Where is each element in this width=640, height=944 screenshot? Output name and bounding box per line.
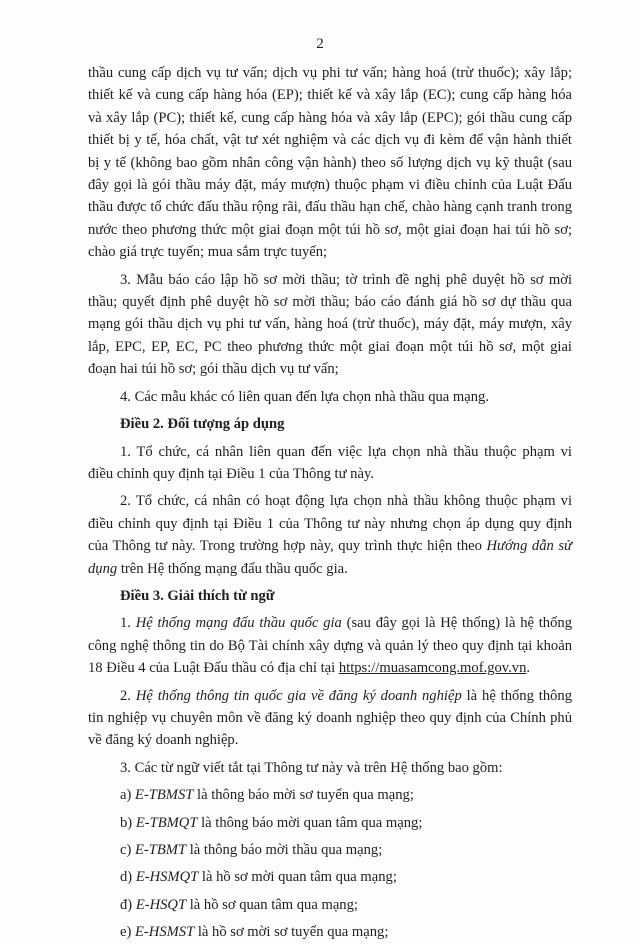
list-item [88, 921, 572, 943]
page-number: 2 [316, 36, 324, 52]
text-line: nước theo phương thức một giai đoạn một túi hồ sơ, một giai đoạn hai túi hồ sơ; [88, 221, 572, 238]
article-3-heading: Điều 3. Giải thích từ ngữ [120, 587, 275, 604]
definition: là thông báo mời quan tâm qua mạng; [197, 814, 423, 831]
document-body [88, 62, 572, 944]
item-prefix: c) [120, 842, 135, 858]
text-line: chào giá trực tuyến; mua sắm trực tuyến; [88, 244, 328, 261]
text-line: tin nghiệp vụ chuyên môn về đăng ký doanh nghiệp theo quy định của Chính phủ [88, 709, 572, 726]
text-line: bị y tế (không bao gồm nhân công vận hành) theo số lượng dịch vụ kỹ thuật (sau [88, 154, 572, 171]
text-line: đoạn hai túi hồ sơ; gói thầu dịch vụ tư vấn; [88, 361, 339, 378]
text-line: thầu cung cấp dịch vụ tư vấn; dịch vụ phi tư vấn; hàng hoá (trừ thuốc); xây lắp; [88, 65, 572, 81]
article-2-para-2 [88, 490, 572, 580]
text-line [88, 558, 572, 580]
article-3-para-3: 3. Các từ ngữ viết tắt tại Thông tư này và trên Hệ thống bao gồm: [120, 759, 503, 776]
definition: là hồ sơ mời quan tâm qua mạng; [198, 869, 397, 886]
item-prefix: d) [120, 869, 136, 886]
text-line: thầu được tổ chức đấu thầu rộng rãi, đấu thầu hạn chế, chào hàng cạnh tranh trong [88, 199, 572, 216]
item-4-paragraph: 4. Các mẫu khác có liên quan đến lựa chọn nhà thầu qua mạng. [120, 388, 489, 405]
text-span: trên Hệ thống mạng đấu thầu quốc gia. [117, 560, 348, 577]
abbreviation: E-HSMST [135, 924, 195, 941]
text-line: lắp, EPC, EP, EC, PC theo phương thức một giai đoạn một túi hồ sơ, một giai [88, 338, 572, 355]
definition: là hồ sơ quan tâm qua mạng; [186, 896, 358, 913]
text-line: 18 Điều 4 của Luật Đấu thầu có địa chỉ tại https://muasamcong.mof.gov.vn. [88, 660, 531, 677]
abbreviation: E-TBMST [135, 787, 194, 804]
item-prefix: b) [120, 814, 136, 831]
list-item [88, 839, 572, 861]
item-prefix: đ) [120, 896, 136, 913]
abbreviation: E-HSMQT [135, 869, 199, 886]
text-line: điều chỉnh quy định tại Điều 1 của Thông tư này nhưng chọn áp dụng quy định [88, 515, 572, 532]
abbreviation: E-TBMQT [135, 814, 198, 831]
list-item [88, 812, 572, 834]
text-line: điều chỉnh quy định tại Điều 1 của Thông tư này. [88, 465, 374, 482]
abbreviation: E-TBMT [135, 842, 187, 858]
text-line: 2. Tổ chức, cá nhân có hoạt động lựa chọn nhà thầu không thuộc phạm vi [120, 493, 572, 510]
abbreviation: E-HSQT [135, 896, 187, 913]
list-item [88, 866, 572, 888]
text-line: công nghệ thông tin do Bộ Tài chính xây dựng và quản lý theo quy định tại khoản [88, 637, 572, 654]
italic-term: Hệ thống mạng đấu thầu quốc gia [135, 615, 342, 632]
definition: là hồ sơ mời sơ tuyển qua mạng; [194, 924, 389, 941]
text-span: của Thông tư này. Trong trường hợp này, quy trình thực hiện theo [88, 538, 482, 555]
article-3-para-2 [88, 685, 572, 752]
text-span: (sau đây gọi là Hệ thống) là hệ thống [341, 615, 572, 632]
italic-term: Hệ thống thông tin quốc gia về đăng ký doanh nghiệp [135, 687, 462, 704]
item-3-paragraph [88, 269, 572, 381]
text-span: 18 Điều 4 của Luật Đấu thầu có địa chỉ tại [88, 660, 339, 677]
text-line: thầu; quyết định phê duyệt hồ sơ mời thầu; báo cáo đánh giá hồ sơ dự thầu qua [88, 294, 572, 311]
text-line: 2. Hệ thống thông tin quốc gia về đăng ký doanh nghiệp là hệ thống thông [120, 687, 573, 704]
text-line: và xây lắp (PC); thiết kế, cung cấp hàng hóa và xây lắp (EPC); gói thầu cung cấp [88, 109, 572, 126]
text-line: thiết kế và cung cấp hàng hóa (EP); thiết kế và xây lắp (EC); cung cấp hàng hóa [88, 87, 572, 104]
item-prefix: e) [120, 924, 135, 941]
definition: là thông báo mời sơ tuyển qua mạng; [193, 787, 414, 804]
list-item [88, 894, 572, 916]
item-prefix: a) [120, 787, 135, 804]
definition: là thông báo mời thầu qua mạng; [186, 842, 383, 858]
article-3-para-1 [88, 612, 572, 679]
article-2-heading: Điều 2. Đối tượng áp dụng [120, 416, 285, 433]
italic-term: dụng [88, 560, 118, 577]
intro-paragraph [88, 62, 572, 264]
text-line: về đăng ký doanh nghiệp. [88, 732, 239, 749]
abbreviation-list [88, 784, 572, 943]
text-line: 1. Tổ chức, cá nhân liên quan đến việc lựa chọn nhà thầu thuộc phạm vi [120, 443, 572, 460]
text-line: đây gọi là gói thầu máy đặt, máy mượn) thuộc phạm vi điều chỉnh của Luật Đấu [88, 177, 572, 194]
italic-term: Hướng dẫn sử [486, 538, 572, 555]
article-2-para-1 [88, 441, 572, 486]
text-line: 3. Mẫu báo cáo lập hồ sơ mời thầu; tờ trình đề nghị phê duyệt hồ sơ mời [120, 271, 572, 288]
text-line: mạng gói thầu dịch vụ phi tư vấn, hàng hoá (trừ thuốc), máy đặt, máy mượn, xây [88, 316, 572, 333]
website-link[interactable]: https://muasamcong.mof.gov.vn [338, 660, 527, 677]
list-item [88, 784, 572, 806]
text-span: là hệ thống thông [461, 687, 573, 704]
text-line: thiết bị y tế, hóa chất, vật tư xét nghiệm và các dịch vụ đi kèm để vận hành thiết [88, 132, 572, 149]
text-line [88, 535, 572, 557]
text-line: 1. Hệ thống mạng đấu thầu quốc gia (sau đây gọi là Hệ thống) là hệ thống [120, 615, 572, 632]
